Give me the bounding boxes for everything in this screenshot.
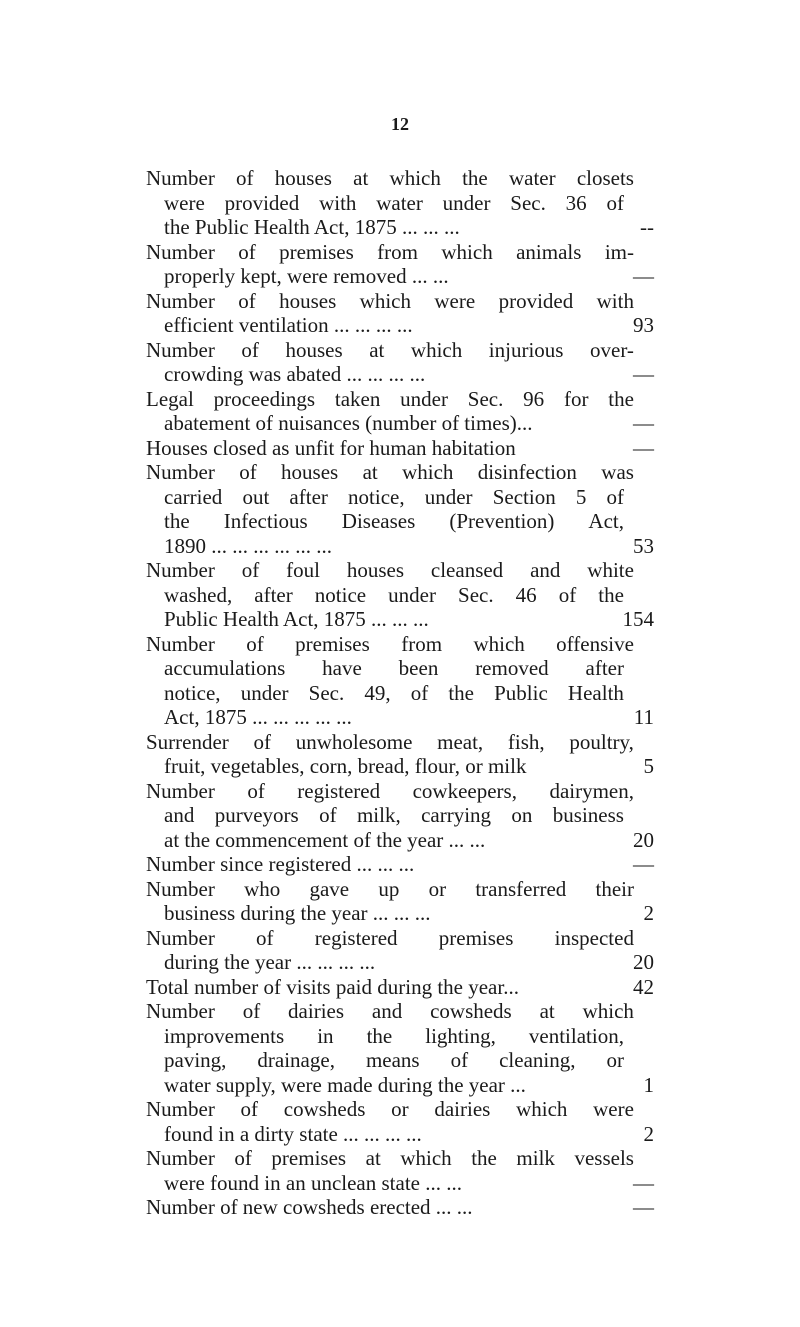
entry-text-line: Houses closed as unfit for human habitation — [146, 435, 516, 460]
entry-text-line: Surrender of unwholesome meat, fish, poultry, — [146, 729, 634, 754]
entry-text-line: Number of premises from which animals im- — [146, 239, 634, 264]
return-entry — [0, 558, 800, 632]
entry-text-line: washed, after notice under Sec. 46 of the — [164, 582, 624, 607]
entry-text-line: Number of cowsheds or dairies which were — [146, 1097, 634, 1121]
entry-text-line: Number of houses at which disinfection was — [146, 460, 634, 484]
return-entry — [0, 926, 800, 975]
entry-text-line: accumulations have been removed after — [164, 656, 624, 680]
entry-text-line: paving, drainage, means of cleaning, or — [164, 1048, 624, 1072]
return-entry — [0, 436, 800, 461]
entry-text-line: Number of houses at which the water closets — [146, 166, 634, 190]
return-entry — [0, 289, 800, 338]
return-entry — [0, 779, 800, 853]
entry-text-line: water supply, were made during the year ... — [164, 1072, 526, 1097]
entry-text-line: Number of premises from which offensive — [146, 631, 634, 656]
entry-value: 5 — [643, 754, 654, 778]
entry-text-line: notice, under Sec. 49, of the Public Health — [164, 680, 624, 705]
entry-text-line: the Public Health Act, 1875 ... ... ... — [164, 215, 460, 239]
return-entry — [0, 338, 800, 387]
entry-value: — — [633, 435, 654, 460]
entry-text-line: Number of houses at which injurious over- — [146, 337, 634, 362]
entry-value: — — [633, 1170, 654, 1195]
return-entry — [0, 387, 800, 436]
entry-value: 93 — [633, 313, 654, 337]
entry-text-line: Number of houses which were provided with — [146, 288, 634, 313]
entry-text-line: Number of registered premises inspected — [146, 925, 634, 950]
entry-text-line: improvements in the lighting, ventilation, — [164, 1023, 624, 1048]
entry-text-line: Number of premises at which the milk vessels — [146, 1146, 634, 1170]
return-entry — [0, 877, 800, 926]
entry-text-line: fruit, vegetables, corn, bread, flour, or milk — [164, 754, 527, 778]
return-entry — [0, 730, 800, 779]
entry-text-line: properly kept, were removed ... ... — [164, 264, 449, 288]
entry-text-line: abatement of nuisances (number of times)... — [164, 411, 533, 435]
entry-text-line: Number of registered cowkeepers, dairymen, — [146, 778, 634, 803]
entry-value: 20 — [633, 827, 654, 852]
entry-text-line: crowding was abated ... ... ... ... — [164, 362, 426, 386]
return-entry — [0, 1195, 800, 1220]
entry-value: — — [633, 411, 654, 435]
entry-value: -- — [640, 215, 654, 239]
entry-text-line: 1890 ... ... ... ... ... ... — [164, 533, 332, 558]
entry-value: 42 — [633, 974, 654, 999]
return-entry — [0, 999, 800, 1097]
return-entry — [0, 632, 800, 730]
return-entry — [0, 166, 800, 240]
entry-text-line: Number of dairies and cowsheds at which — [146, 999, 634, 1023]
entry-value: 53 — [633, 533, 654, 558]
entry-value: — — [633, 264, 654, 288]
entry-value: — — [633, 852, 654, 876]
entry-value: 1 — [643, 1072, 654, 1097]
entry-text-line: were found in an unclean state ... ... — [164, 1170, 462, 1195]
entry-text-line: during the year ... ... ... ... — [164, 950, 376, 974]
entry-text-line: efficient ventilation ... ... ... ... — [164, 313, 413, 337]
page-number: 12 — [391, 114, 409, 134]
returns-list — [0, 166, 800, 1220]
return-entry — [0, 975, 800, 1000]
return-entry — [0, 460, 800, 558]
entry-text-line: Legal proceedings taken under Sec. 96 for the — [146, 386, 634, 411]
entry-text-line: carried out after notice, under Section 5 of — [164, 484, 624, 509]
entry-text-line: Number of new cowsheds erected ... ... — [146, 1195, 473, 1219]
entry-text-line: business during the year ... ... ... — [164, 901, 431, 925]
entry-value: 11 — [633, 705, 654, 729]
entry-text-line: Number who gave up or transferred their — [146, 876, 634, 901]
entry-value: 20 — [633, 950, 654, 974]
entry-text-line: and purveyors of milk, carrying on business — [164, 803, 624, 827]
entry-text-line: Total number of visits paid during the year... — [146, 974, 519, 999]
entry-text-line: at the commencement of the year ... ... — [164, 827, 486, 852]
entry-value: 2 — [643, 901, 654, 925]
entry-value: 154 — [622, 607, 654, 631]
return-entry — [0, 1146, 800, 1195]
entry-text-line: Number of foul houses cleansed and white — [146, 558, 634, 582]
return-entry — [0, 240, 800, 289]
entry-text-line: found in a dirty state ... ... ... ... — [164, 1121, 422, 1146]
entry-text-line: the Infectious Diseases (Prevention) Act, — [164, 509, 624, 533]
return-entry — [0, 852, 800, 877]
entry-text-line: Act, 1875 ... ... ... ... ... — [164, 705, 352, 729]
entry-value: — — [633, 362, 654, 386]
entry-value: 2 — [643, 1121, 654, 1146]
entry-text-line: Public Health Act, 1875 ... ... ... — [164, 607, 429, 631]
return-entry — [0, 1097, 800, 1146]
entry-text-line: Number since registered ... ... ... — [146, 852, 415, 876]
entry-text-line: were provided with water under Sec. 36 of — [164, 190, 624, 215]
entry-value: — — [633, 1195, 654, 1219]
